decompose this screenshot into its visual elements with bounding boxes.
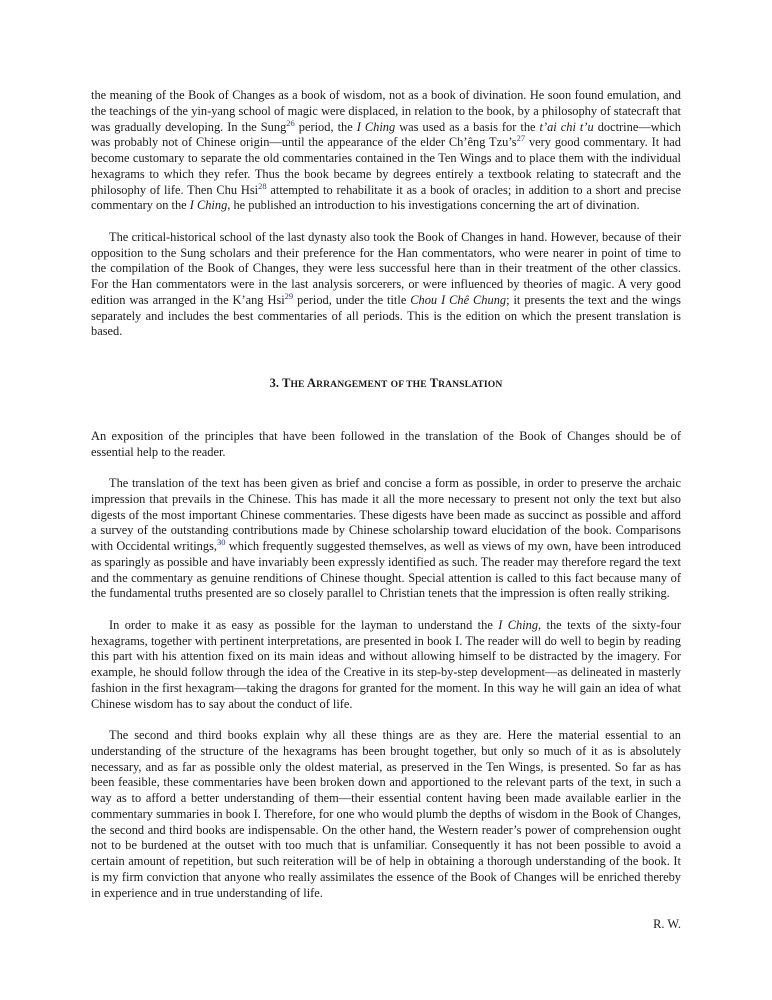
- text: In order to make it as easy as possible for the layman to understand the: [109, 617, 499, 632]
- paragraph-3: An exposition of the principles that have been followed in the translation of the Book of Changes should be of essential help to the reader.: [91, 428, 681, 459]
- heading-cap: T: [282, 376, 291, 390]
- heading-smallcaps: OF THE: [390, 379, 427, 390]
- italic-title: I Ching: [498, 617, 539, 632]
- text: The translation of the text has been given as brief and concise a form as possible, in order to preserve the archaic impression that prevails in the Chinese. This has made it all the more necessary to present not only the text but also digests of the most important Chinese commentaries. These digests have been made as succinct as possible and afford a survey of the outstanding contributions made by Chinese scholarship toward elucidation of the book. Comparisons with Occidental writings,: [91, 476, 681, 553]
- italic-term: t’ai chi t’u: [539, 119, 594, 134]
- text: very good commentary. It had become customary to separate the old commentaries contained in the Ten Wings and to place them with the individual hexagrams to which they refer. Thus the book became by degrees entirely a textbook relating to statecraft and the philosophy of life. Then Chu Hsi: [91, 135, 681, 197]
- footnote-ref-27[interactable]: [517, 133, 526, 143]
- text: doctrine—which was probably not of Chinese origin—until the appearance of the elder Ch’êng Tzu’s: [91, 119, 681, 150]
- text: The critical-historical school of the last dynasty also took the Book of Changes in hand. However, because of their opposition to the Sung scholars and their preference for the Han commentators, who were nearer in point of time to the compilation of the Book of Changes, they were less successful here than in their treatment of the other classics. For the Han commentators were in the last analysis sorcerers, or were influenced by theories of magic. A very good edition was arranged in the K’ang Hsi: [91, 229, 681, 307]
- heading-smallcaps: HE: [290, 379, 305, 390]
- italic-title: I Ching: [356, 119, 396, 134]
- paragraph-2: [91, 230, 681, 340]
- footnote-ref-29[interactable]: [285, 291, 294, 301]
- page-body: [91, 88, 681, 933]
- footnote-link[interactable]: 28: [258, 180, 267, 191]
- footnote-link[interactable]: 30: [216, 537, 226, 547]
- paragraph-4: [91, 476, 681, 602]
- text: period, the: [294, 119, 357, 134]
- heading-smallcaps: RANSLATION: [438, 379, 503, 390]
- text: , the texts of the sixty-four hexagrams, together with pertinent interpretations, are presented in book I. The reader will do well to begin by reading this part with his attention fixed on its main ideas and without allowing himself to be distracted by the imagery. For example, he should follow through the idea of the Creative in its step-by-step development—as delineated in masterly fashion in the first hexagram—taking the dragons for granted for the moment. In this way he will gain an idea of what Chinese wisdom has to say about the conduct of life.: [91, 617, 681, 711]
- heading-number: 3.: [269, 376, 283, 390]
- footnote-link[interactable]: 27: [516, 133, 526, 144]
- text: attempted to rehabilitate it as a book of oracles; in addition to a short and precise commentary on the: [91, 182, 681, 213]
- paragraph-1: [91, 88, 681, 214]
- heading-cap: A: [307, 376, 317, 390]
- paragraph-6: The second and third books explain why all these things are as they are. Here the material essential to an understanding of the structure of the hexagrams has been brought together, but only so much of it as is absolutely necessary, and as far as possible only the oldest material, as preserved in the Ten Wings, is presented. So far as has been feasible, these commentaries have been broken down and apportioned to the relevant parts of the text, in such a way as to afford a better understanding of them—their essential content having been made available earlier in the commentary summaries in book I. Therefore, for one who would plumb the depths of wisdom in the Book of Changes, the second and third books are indispensable. On the other hand, the Western reader’s power of comprehension ought not to be burdened at the outset with too much that is unfamiliar. Consequently it has not been possible to avoid a certain amount of repetition, but such reiteration will be of help in obtaining a thorough understanding of the book. It is my firm conviction that anyone who really assimilates the essence of the Book of Changes will be enriched thereby in experience and in true understanding of life.: [91, 728, 681, 900]
- heading-cap: T: [429, 376, 439, 390]
- section-heading: [91, 376, 681, 393]
- text: ; it presents the text and the wings separately and includes the best commentaries of all periods. This is the edition on which the present translation is based.: [91, 292, 681, 339]
- heading-smallcaps: RRANGEMENT: [316, 379, 388, 390]
- footnote-ref-26[interactable]: [286, 118, 295, 128]
- footnote-ref-28[interactable]: [258, 181, 267, 191]
- text: , he published an introduction to his investigations concerning the art of divination.: [227, 198, 640, 213]
- signature: R. W.: [653, 917, 681, 931]
- text: the meaning of the Book of Changes as a book of wisdom, not as a book of divination. He soon found emulation, and the teachings of the yin-yang school of magic were displaced, in relation to the book, by a philosophy of statecraft that was gradually developing. In the Sung: [91, 88, 681, 134]
- text: was used as a basis for the: [395, 119, 540, 134]
- footnote-link[interactable]: 29: [284, 290, 294, 301]
- text: which frequently suggested themselves, as well as views of my own, have been introduced as sparingly as possible and have invariably been expressly identified as such. The reader may therefore regard the text and the commentary as genuine renditions of Chinese thought. Special attention is called to this fact because many of the fundamental truths presented are so closely parallel to Christian tenets that the impression is often really striking.: [91, 539, 681, 601]
- italic-title: Chou I Chê Chung: [410, 292, 507, 307]
- footnote-link[interactable]: 26: [286, 117, 295, 128]
- paragraph-5: [91, 618, 681, 713]
- italic-title: I Ching: [189, 198, 228, 213]
- text: period, under the title: [293, 292, 411, 307]
